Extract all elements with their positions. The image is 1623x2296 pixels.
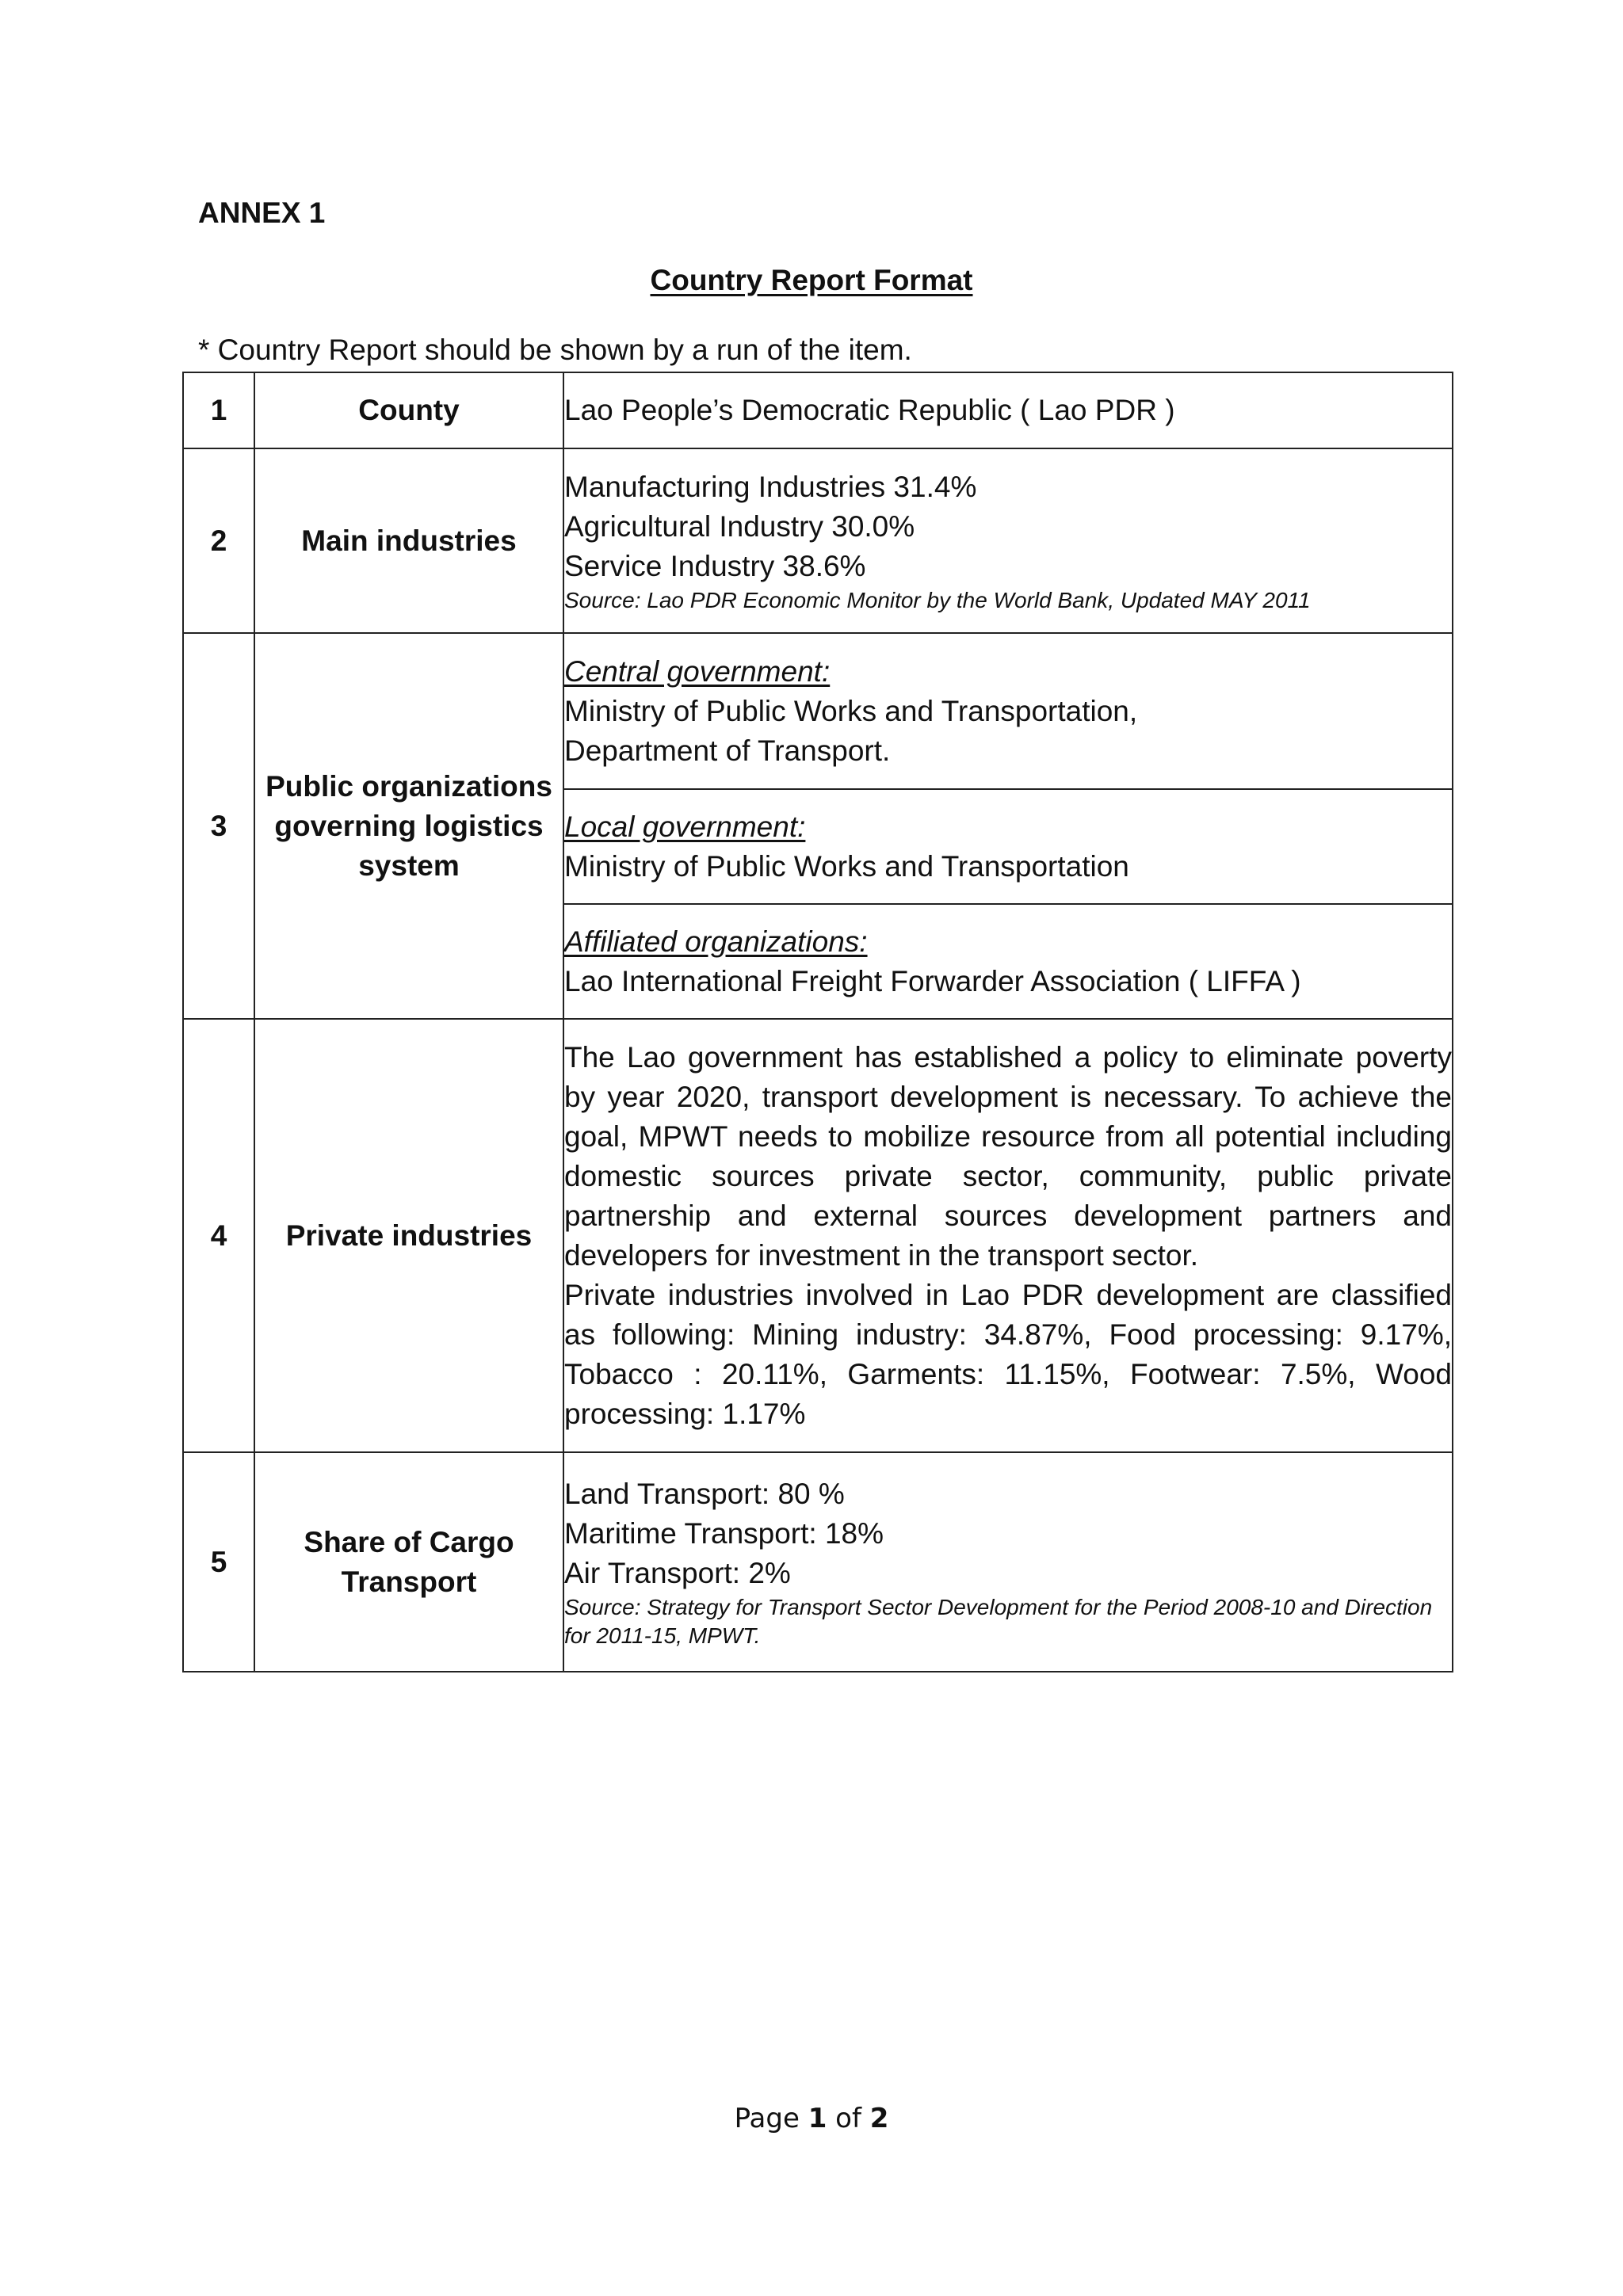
row-label: Private industries: [254, 1019, 563, 1452]
row-label: County: [254, 372, 563, 448]
list-item: Lao International Freight Forwarder Association ( LIFFA ): [564, 964, 1301, 997]
table-row: [183, 372, 1453, 448]
list-item: Land Transport: 80 %: [564, 1477, 845, 1510]
list-item: Department of Transport.: [564, 734, 891, 767]
list-item: Ministry of Public Works and Transportation,: [564, 694, 1138, 727]
document-title: Country Report Format: [650, 264, 973, 296]
table-row: [183, 1019, 1453, 1452]
central-government-heading: Central government:: [564, 654, 831, 688]
list-item: Agricultural Industry 30.0%: [564, 509, 915, 543]
affiliated-organizations-heading: Affiliated organizations:: [564, 925, 868, 958]
row-number: 5: [183, 1452, 254, 1672]
page-number: [0, 2103, 1623, 2134]
list-item: Maritime Transport: 18%: [564, 1516, 884, 1550]
private-industries-text: [563, 1019, 1453, 1452]
page-prefix: Page: [734, 2103, 808, 2134]
table-row: [183, 1452, 1453, 1672]
row-number: 3: [183, 633, 254, 1019]
affiliated-organizations-cell: [563, 904, 1453, 1019]
current-page: 1: [808, 2103, 827, 2134]
list-item: Air Transport: 2%: [564, 1556, 791, 1589]
local-government-heading: Local government:: [564, 810, 806, 843]
central-government-cell: [563, 633, 1453, 789]
paragraph: The Lao government has established a policy to eliminate poverty by year 2020, transport development is necessary. To achieve the goal, MPWT needs to mobilize resource from all potential including domestic sources private sector, community, public private partnership and external sources development partners and developers for investment in the transport sector.: [564, 1040, 1452, 1272]
row-label: Share of Cargo Transport: [254, 1452, 563, 1672]
local-government-cell: [563, 789, 1453, 904]
page-separator: of: [827, 2103, 870, 2134]
list-item: Manufacturing Industries 31.4%: [564, 470, 977, 503]
paragraph: Private industries involved in Lao PDR development are classified as following: Mining industry: 34.87%, Food processing: 9.17%, Tobacco : 20.11%, Garments: 11.15%, Footwear: 7.5%, Wood processing: 1.17%: [564, 1278, 1452, 1430]
table-row: [183, 633, 1453, 789]
row-number: 4: [183, 1019, 254, 1452]
total-pages: 2: [869, 2103, 889, 2134]
country-report-table: [182, 372, 1453, 1672]
table-row: [183, 448, 1453, 633]
row-number: 1: [183, 372, 254, 448]
list-item: Ministry of Public Works and Transportation: [564, 849, 1129, 883]
row-label: Main industries: [254, 448, 563, 633]
intro-note: * Country Report should be shown by a run of the item.: [198, 334, 912, 366]
list-item: Service Industry 38.6%: [564, 549, 866, 582]
source-note: Source: Strategy for Transport Sector Development for the Period 2008-10 and Direction for 2011-15, MPWT.: [564, 1594, 1433, 1648]
cargo-share-list: [563, 1452, 1453, 1672]
row-number: 2: [183, 448, 254, 633]
row-label: Public organizations governing logistics system: [254, 633, 563, 1019]
source-note: Source: Lao PDR Economic Monitor by the World Bank, Updated MAY 2011: [564, 587, 1311, 612]
industries-list: [563, 448, 1453, 633]
annex-label: ANNEX 1: [198, 196, 326, 229]
country-value: Lao People’s Democratic Republic ( Lao PDR ): [563, 372, 1453, 448]
